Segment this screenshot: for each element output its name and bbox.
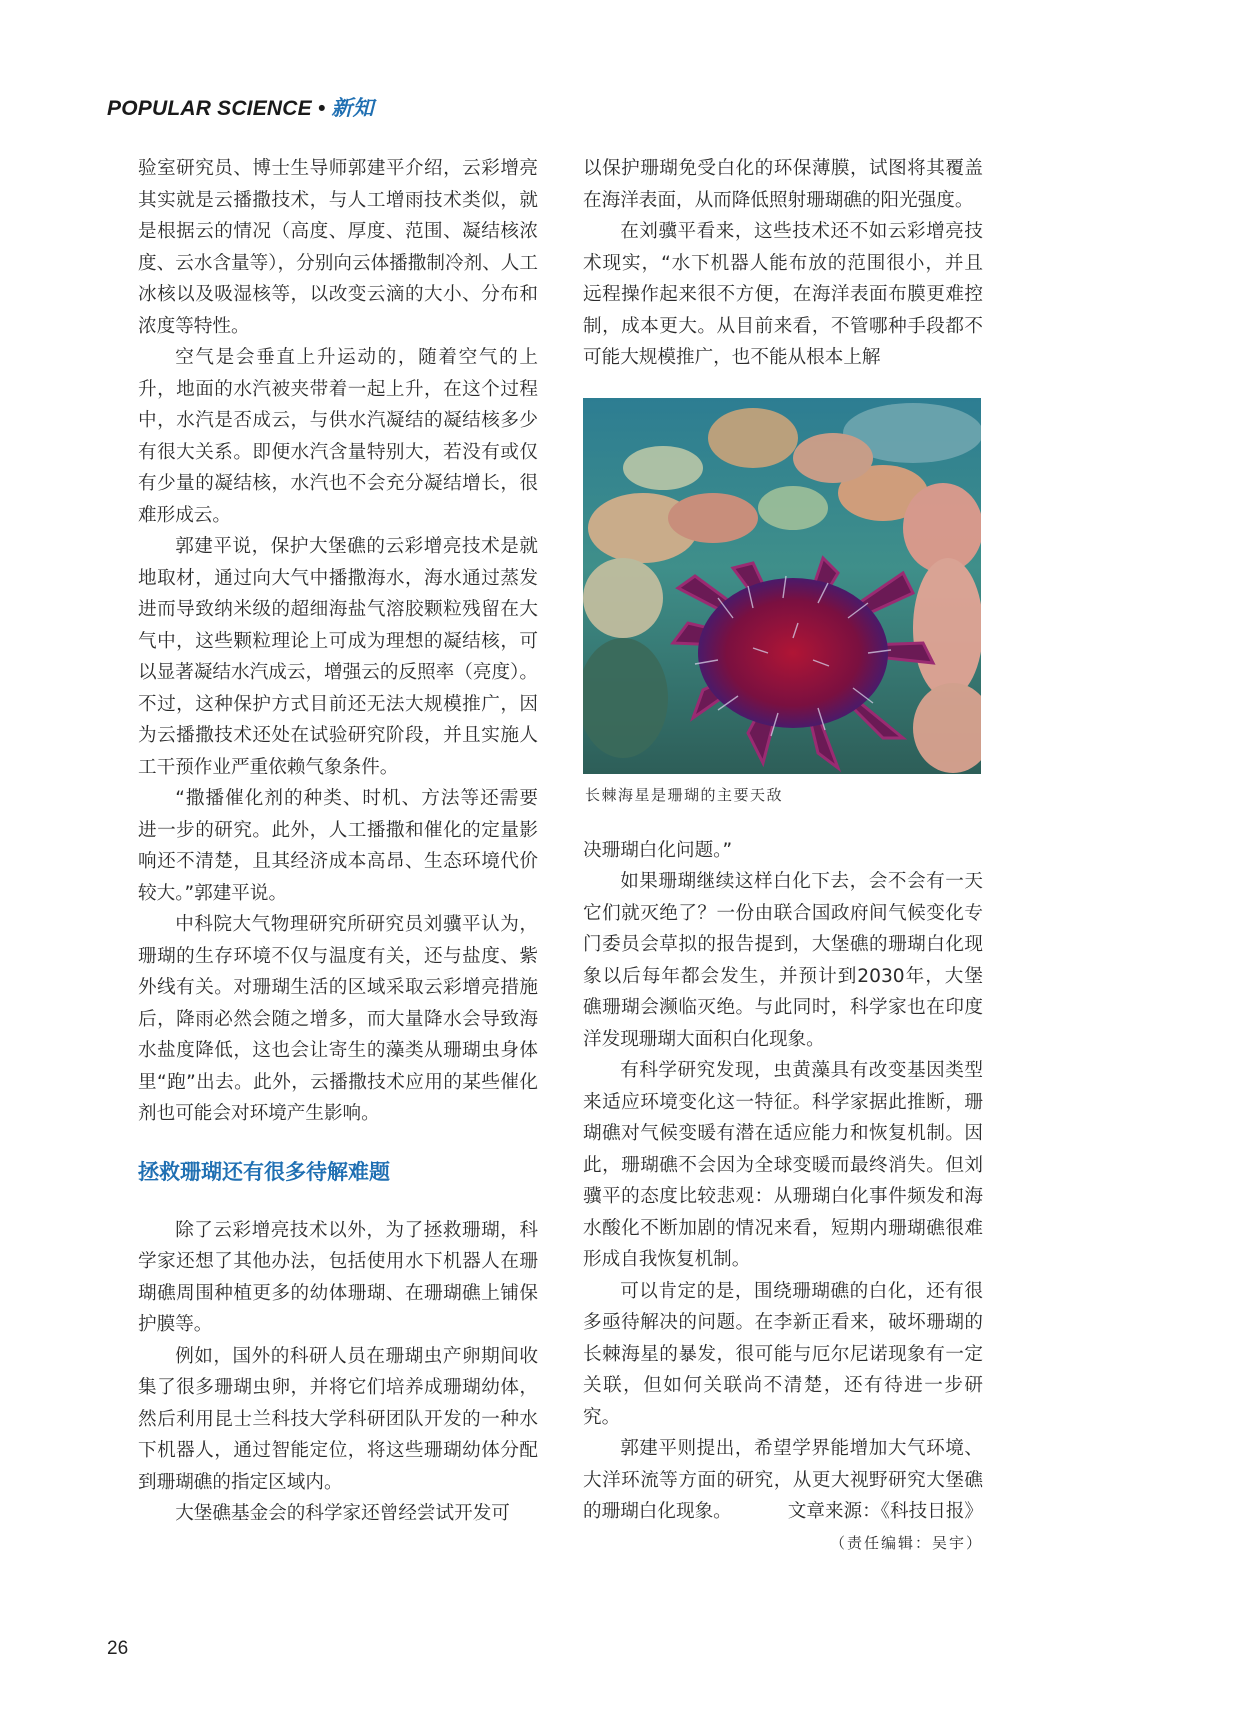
article-source: 文章来源：《科技日报》 — [787, 1501, 983, 1522]
paragraph: 验室研究员、博士生导师郭建平介绍，云彩增亮其实就是云播撒技术，与人工增雨技术类似，就是根据云的情况（高度、厚度、范围、凝结核浓度、云水含量等），分别向云体播撒制冷剂、人工冰核以及吸湿核等，以改变云滴的大小、分布和浓度等特性。 — [138, 158, 538, 337]
paragraph: 可以肯定的是，围绕珊瑚礁的白化，还有很多亟待解决的问题。在李新正看来，破坏珊瑚的长棘海星的暴发，很可能与厄尔尼诺现象有一定关联，但如何关联尚不清楚，还有待进一步研究。 — [583, 1280, 983, 1428]
paragraph-text: 郭建平则提出，希望学界能增加大气环境、大洋环流等方面的研究，从更大视野研究大堡礁的珊瑚白化现象。 — [583, 1438, 983, 1522]
magazine-header — [107, 92, 374, 122]
paragraph: 例如，国外的科研人员在珊瑚虫产卵期间收集了很多珊瑚虫卵，并将它们培养成珊瑚幼体，然后利用昆士兰科技大学科研团队开发的一种水下机器人，通过智能定位，将这些珊瑚幼体分配到珊瑚礁的指定区域内。 — [138, 1345, 538, 1493]
paragraph — [583, 1433, 983, 1528]
figure-caption: 长棘海星是珊瑚的主要天敌 — [585, 785, 784, 804]
paragraph: 如果珊瑚继续这样白化下去，会不会有一天它们就灭绝了？一份由联合国政府间气候变化专门委员会草拟的报告提到，大堡礁的珊瑚白化现象以后每年都会发生，并预计到2030年，大堡礁珊瑚会濒临灭绝。与此同时，科学家也在印度洋发现珊瑚大面积白化现象。 — [583, 871, 983, 1050]
left-column — [138, 153, 538, 1530]
page-number: 26 — [107, 1638, 129, 1659]
editor-credit: （责任编辑：吴宇） — [829, 1533, 983, 1552]
paragraph: 在刘骥平看来，这些技术还不如云彩增亮技术现实，“水下机器人能布放的范围很小，并且远程操作起来很不方便，在海洋表面布膜更难控制，成本更大。从目前来看，不管哪种手段都不可能大规模推广，也不能从根本上解 — [583, 221, 983, 368]
paragraph: 空气是会垂直上升运动的，随着空气的上升，地面的水汽被夹带着一起上升，在这个过程中，水汽是否成云，与供水汽凝结的凝结核多少有很大关系。即便水汽含量特别大，若没有或仅有少量的凝结核，水汽也不会充分凝结增长，很难形成云。 — [138, 347, 538, 526]
magazine-name: POPULAR SCIENCE — [107, 97, 312, 120]
figure — [583, 398, 983, 808]
section-heading: 拯救珊瑚还有很多待解难题 — [138, 1159, 390, 1184]
paragraph: 以保护珊瑚免受白化的环保薄膜，试图将其覆盖在海洋表面，从而降低照射珊瑚礁的阳光强度。 — [583, 158, 983, 211]
paragraph: 郭建平说，保护大堡礁的云彩增亮技术是就地取材，通过向大气中播撒海水，海水通过蒸发进而导致纳米级的超细海盐气溶胶颗粒残留在大气中，这些颗粒理论上可成为理想的凝结核，可以显著凝结水汽成云，增强云的反照率（亮度）。不过，这种保护方式目前还无法大规模推广，因为云播撒技术还处在试验研究阶段，并且实施人工干预作业严重依赖气象条件。 — [138, 536, 538, 778]
starfish-coral-photo — [583, 398, 981, 774]
section-name: 新知 — [331, 97, 374, 120]
paragraph: 中科院大气物理研究所研究员刘骥平认为，珊瑚的生存环境不仅与温度有关，还与盐度、紫外线有关。对珊瑚生活的区域采取云彩增亮措施后，降雨必然会随之增多，而大量降水会导致海水盐度降低，这也会让寄生的藻类从珊瑚虫身体里“跑”出去。此外，云播撒技术应用的某些催化剂也可能会对环境产生影响。 — [138, 914, 538, 1124]
header-separator: • — [317, 97, 326, 120]
paragraph: 决珊瑚白化问题。” — [583, 839, 733, 861]
paragraph: “撒播催化剂的种类、时机、方法等还需要进一步的研究。此外，人工播撒和催化的定量影响还不清楚，且其经济成本高昂、生态环境代价较大。”郭建平说。 — [138, 788, 538, 904]
right-column — [583, 153, 983, 1559]
paragraph: 大堡礁基金会的科学家还曾经尝试开发可 — [175, 1503, 510, 1524]
paragraph: 有科学研究发现，虫黄藻具有改变基因类型来适应环境变化这一特征。科学家据此推断，珊瑚礁对气候变暖有潜在适应能力和恢复机制。因此，珊瑚礁不会因为全球变暖而最终消失。但刘骥平的态度比较悲观：从珊瑚白化事件频发和海水酸化不断加剧的情况来看，短期内珊瑚礁很难形成自我恢复机制。 — [583, 1060, 983, 1270]
paragraph: 除了云彩增亮技术以外，为了拯救珊瑚，科学家还想了其他办法，包括使用水下机器人在珊瑚礁周围种植更多的幼体珊瑚、在珊瑚礁上铺保护膜等。 — [138, 1219, 538, 1335]
